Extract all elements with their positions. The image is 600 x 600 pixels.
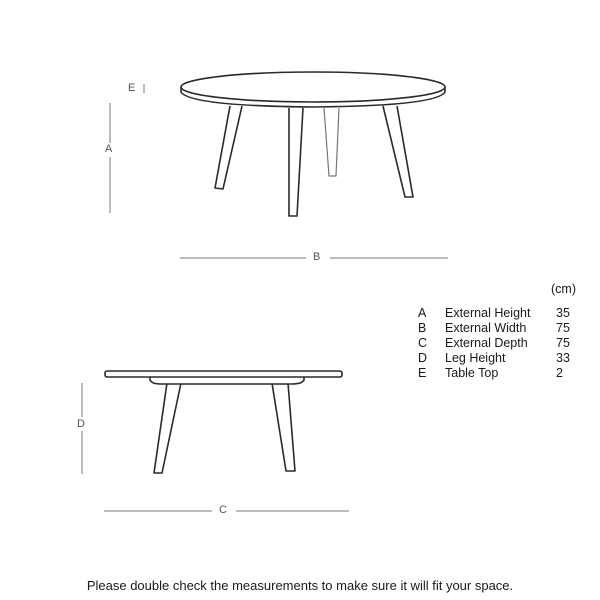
legend-name: Leg Height <box>445 351 506 365</box>
legend-row <box>418 306 576 321</box>
legend-value: 33 <box>556 351 570 365</box>
legend-name: Table Top <box>445 366 499 380</box>
legend-letter: B <box>418 321 427 335</box>
front-left-leg <box>215 106 242 189</box>
table-top <box>181 72 445 102</box>
legend-value: 2 <box>556 366 563 380</box>
legend-name: External Height <box>445 306 531 320</box>
back-leg <box>324 108 339 176</box>
legend-name: External Width <box>445 321 527 335</box>
legend-name: External Depth <box>445 336 528 350</box>
unit-label: (cm) <box>551 282 576 296</box>
legend-value: 75 <box>556 321 570 335</box>
legend-letter: E <box>418 366 427 380</box>
dim-label-d: D <box>77 418 85 430</box>
table-perspective-view <box>181 72 445 216</box>
dim-label-a: A <box>105 143 113 155</box>
dim-label-b: B <box>313 251 321 263</box>
front-right-leg <box>383 106 413 197</box>
legend-row <box>418 366 576 381</box>
side-leg-right <box>272 383 295 471</box>
legend-letter: A <box>418 306 427 320</box>
footnote: Please double check the measurements to make sure it will fit your space. <box>86 578 514 593</box>
measurement-legend <box>418 306 576 381</box>
legend-row <box>418 351 576 366</box>
legend-letter: C <box>418 336 428 350</box>
legend-value: 35 <box>556 306 570 320</box>
dim-label-c: C <box>219 504 227 516</box>
front-center-leg <box>289 108 303 216</box>
side-leg-left <box>154 383 181 473</box>
table-side-view <box>105 371 342 473</box>
legend-letter: D <box>418 351 428 365</box>
legend-value: 75 <box>556 336 570 350</box>
dim-label-e: E <box>128 82 136 94</box>
side-apron <box>150 377 304 384</box>
legend-row <box>418 321 576 336</box>
legend-row <box>418 336 576 351</box>
side-top <box>105 371 342 377</box>
